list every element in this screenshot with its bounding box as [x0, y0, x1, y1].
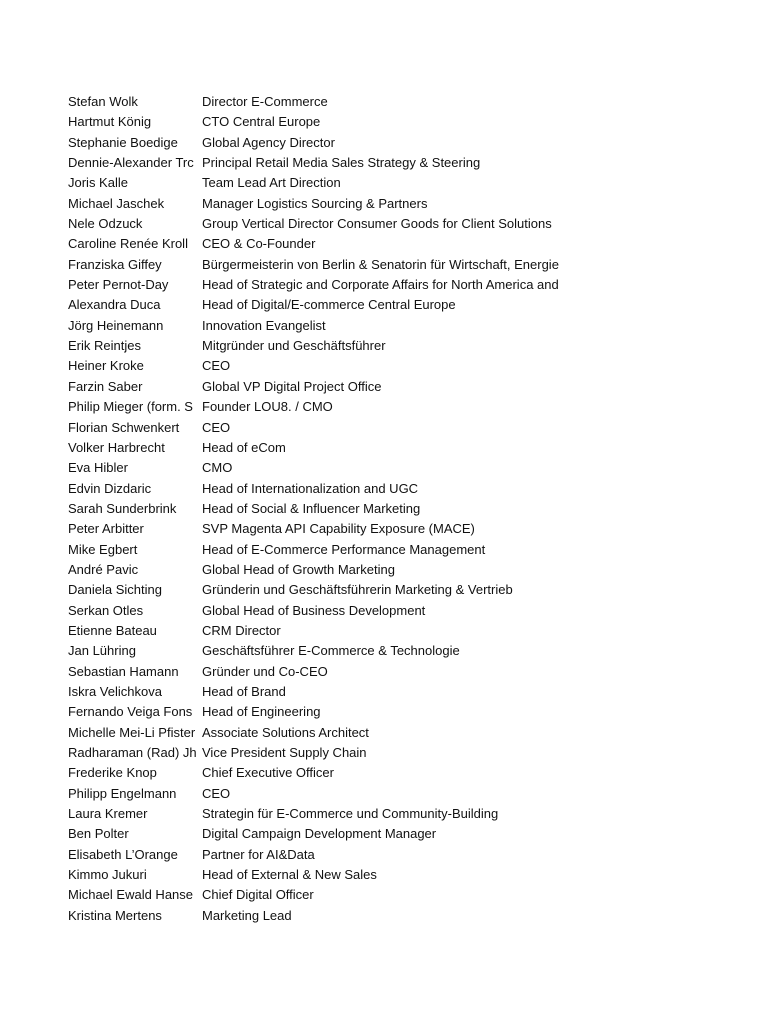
list-row	[68, 682, 708, 702]
list-row	[68, 418, 708, 438]
job-title: Gründerin und Geschäftsführerin Marketing & Vertrieb	[202, 582, 513, 598]
list-row	[68, 743, 708, 763]
job-title: Mitgründer und Geschäftsführer	[202, 338, 386, 354]
job-title: Head of Internationalization and UGC	[202, 480, 419, 496]
person-name: Farzin Saber	[68, 378, 143, 394]
person-name: Alexandra Duca	[68, 297, 161, 313]
list-row	[68, 234, 708, 254]
job-title: Head of eCom	[202, 439, 286, 455]
person-name: Mike Egbert	[68, 541, 138, 557]
person-name: Philip Mieger (form. S	[68, 399, 193, 415]
job-title: Global Head of Business Development	[202, 602, 426, 618]
job-title: Strategin für E-Commerce und Community-Building	[202, 806, 499, 822]
person-name: Etienne Bateau	[68, 622, 157, 638]
list-row	[68, 397, 708, 417]
list-row	[68, 885, 708, 905]
job-title: CTO Central Europe	[202, 114, 321, 130]
person-name: Jörg Heinemann	[68, 317, 164, 333]
list-row	[68, 438, 708, 458]
list-row	[68, 275, 708, 295]
job-title: CEO	[202, 419, 231, 435]
person-name: Iskra Velichkova	[68, 683, 162, 699]
person-name: Peter Arbitter	[68, 521, 144, 537]
job-title: Manager Logistics Sourcing & Partners	[202, 195, 428, 211]
person-name: Caroline Renée Kroll	[68, 236, 188, 252]
job-title: CMO	[202, 460, 233, 476]
person-name: Stefan Wolk	[68, 94, 138, 109]
job-title: Vice President Supply Chain	[202, 745, 367, 760]
person-name: Edvin Dizdaric	[68, 480, 152, 496]
job-title: Partner for AI&Data	[202, 846, 315, 862]
person-name: Peter Pernot-Day	[68, 277, 169, 293]
list-row	[68, 702, 708, 722]
person-name: Joris Kalle	[68, 175, 128, 191]
job-title: CEO	[202, 785, 231, 801]
list-row	[68, 92, 708, 112]
list-row	[68, 255, 708, 275]
list-row	[68, 214, 708, 234]
job-title: Global VP Digital Project Office	[202, 378, 382, 394]
list-row	[68, 621, 708, 641]
job-title: Head of E-Commerce Performance Management	[202, 541, 486, 557]
list-row	[68, 499, 708, 519]
person-name: Jan Lühring	[68, 643, 136, 659]
person-name: Heiner Kroke	[68, 358, 144, 374]
list-row	[68, 377, 708, 397]
job-title: Head of Brand	[202, 683, 286, 699]
person-name: Kristina Mertens	[68, 907, 162, 923]
person-name: Sarah Sunderbrink	[68, 500, 177, 516]
person-name: Michelle Mei-Li Pfister	[68, 724, 196, 740]
person-name: Erik Reintjes	[68, 338, 141, 354]
person-name: Franziska Giffey	[68, 256, 162, 272]
list-row	[68, 784, 708, 804]
contact-list	[68, 92, 708, 926]
list-row	[68, 580, 708, 600]
list-row	[68, 845, 708, 865]
job-title: Group Vertical Director Consumer Goods for Client Solutions	[202, 216, 552, 232]
person-name: Serkan Otles	[68, 602, 144, 618]
list-row	[68, 194, 708, 214]
job-title: Team Lead Art Direction	[202, 175, 341, 191]
job-title: Director E-Commerce	[202, 94, 328, 109]
person-name: Michael Ewald Hanse	[68, 887, 194, 903]
job-title: SVP Magenta API Capability Exposure (MACE)	[202, 521, 475, 537]
job-title: Digital Campaign Development Manager	[202, 826, 437, 842]
job-title: Head of External & New Sales	[202, 867, 377, 883]
list-row	[68, 356, 708, 376]
person-name: Ben Polter	[68, 826, 129, 842]
job-title: Associate Solutions Architect	[202, 724, 369, 740]
job-title: Founder LOU8. / CMO	[202, 399, 333, 415]
job-title: Gründer und Co-CEO	[202, 663, 328, 679]
job-title: Head of Strategic and Corporate Affairs for North America and	[202, 277, 559, 293]
list-row	[68, 479, 708, 499]
person-name: Stephanie Boedige	[68, 134, 178, 150]
job-title: CEO & Co-Founder	[202, 236, 316, 252]
list-row	[68, 560, 708, 580]
list-row	[68, 133, 708, 153]
job-title: Chief Executive Officer	[202, 765, 334, 781]
list-row	[68, 641, 708, 661]
person-name: Eva Hibler	[68, 460, 128, 476]
list-row	[68, 763, 708, 783]
list-row	[68, 336, 708, 356]
person-name: Elisabeth L’Orange	[68, 846, 178, 862]
list-row	[68, 295, 708, 315]
job-title: Head of Social & Influencer Marketing	[202, 500, 421, 516]
person-name: Laura Kremer	[68, 806, 148, 822]
person-name: Daniela Sichting	[68, 582, 162, 598]
person-name: Philipp Engelmann	[68, 785, 177, 801]
person-name: Florian Schwenkert	[68, 419, 180, 435]
person-name: André Pavic	[68, 561, 139, 577]
job-title: Bürgermeisterin von Berlin & Senatorin für Wirtschaft, Energie	[202, 256, 559, 272]
list-row	[68, 458, 708, 478]
person-name: Kimmo Jukuri	[68, 867, 147, 883]
person-name: Radharaman (Rad) Jh	[68, 745, 197, 760]
job-title: Innovation Evangelist	[202, 317, 326, 333]
list-row	[68, 804, 708, 824]
job-title: Global Head of Growth Marketing	[202, 561, 395, 577]
person-name: Dennie-Alexander Trc	[68, 155, 194, 171]
person-name: Volker Harbrecht	[68, 439, 165, 455]
list-row	[68, 173, 708, 193]
person-name: Hartmut König	[68, 114, 152, 130]
job-title: CEO	[202, 358, 231, 374]
job-title: Chief Digital Officer	[202, 887, 314, 903]
job-title: Marketing Lead	[202, 907, 292, 923]
list-row	[68, 153, 708, 173]
list-row	[68, 112, 708, 132]
list-row	[68, 723, 708, 743]
person-name: Frederike Knop	[68, 765, 157, 781]
job-title: Principal Retail Media Sales Strategy & Steering	[202, 155, 481, 171]
list-row	[68, 824, 708, 844]
job-title: Geschäftsführer E-Commerce & Technologie	[202, 643, 460, 659]
person-name: Sebastian Hamann	[68, 663, 179, 679]
person-name: Michael Jaschek	[68, 195, 165, 211]
job-title: CRM Director	[202, 622, 281, 638]
list-row	[68, 316, 708, 336]
list-row	[68, 519, 708, 539]
list-row	[68, 906, 708, 926]
list-row	[68, 865, 708, 885]
list-row	[68, 601, 708, 621]
job-title: Head of Engineering	[202, 704, 321, 720]
person-name: Fernando Veiga Fons	[68, 704, 193, 720]
person-name: Nele Odzuck	[68, 216, 143, 232]
job-title: Head of Digital/E-commerce Central Europe	[202, 297, 456, 313]
job-title: Global Agency Director	[202, 134, 335, 150]
list-row	[68, 662, 708, 682]
list-row	[68, 540, 708, 560]
